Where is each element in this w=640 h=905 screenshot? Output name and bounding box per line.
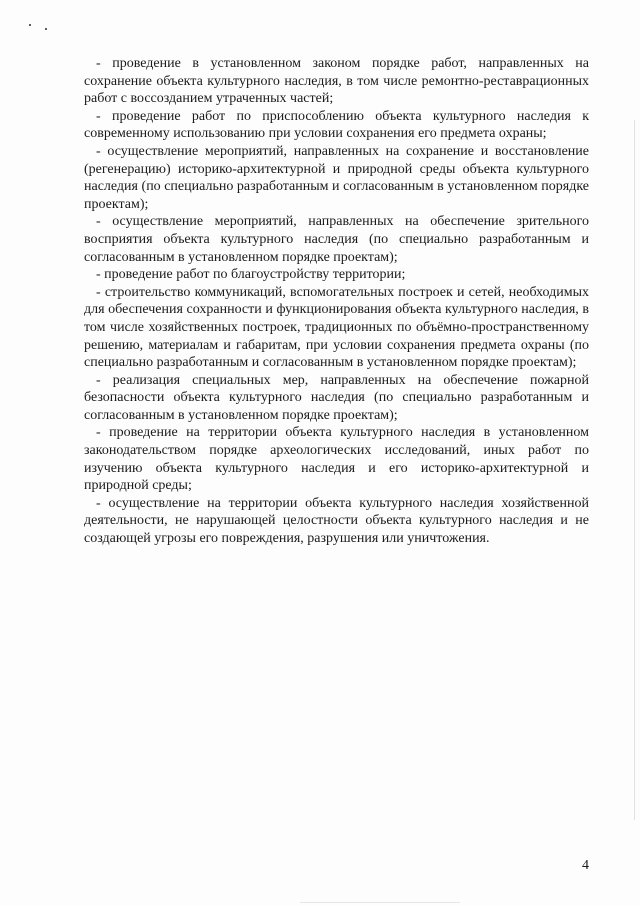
list-item: - реализация специальных мер, направленных на обеспечение пожарной безопасности объекта культурного наследия (по специально разработанным и согласованным в установленном порядке проектам); bbox=[84, 372, 589, 423]
list-item: - осуществление мероприятий, направленных на обеспечение зрительного восприятия объекта культурного наследия (по специально разработанным и согласованным в установленном порядке проектам); bbox=[84, 214, 589, 265]
list-item: - строительство коммуникаций, вспомогательных построек и сетей, необходимых для обеспечения сохранности и функционирования объекта культурного наследия, в том числе хозяйственных построек, традиционных по объёмно-пространственному решению, материалам и габаритам, при условии сохранения предмета охраны (по специально разработанным и согласованным в установленном порядке проектам); bbox=[84, 284, 589, 371]
list-item: - проведение работ по приспособлению объекта культурного наследия к современному использованию при условии сохранения его предмета охраны; bbox=[84, 108, 589, 142]
list-item: - проведение в установленном законом порядке работ, направленных на сохранение объекта культурного наследия, в том числе ремонтно-реставрационных работ с воссозданием утраченных частей; bbox=[84, 56, 589, 107]
body-text bbox=[84, 55, 589, 548]
list-item: - проведение на территории объекта культурного наследия в установленном законодательством порядке археологических исследований, иных работ по изучению объекта культурного наследия и его историко-архитектурной и природной среды; bbox=[84, 425, 589, 494]
scan-edge-shadow bbox=[300, 902, 460, 903]
scan-edge-shadow bbox=[634, 120, 635, 820]
page-number: 4 bbox=[582, 858, 589, 873]
list-item: - осуществление на территории объекта культурного наследия хозяйственной деятельности, не нарушающей целостности объекта культурного наследия и не создающей угрозы его повреждения, разрушения или уничтожения. bbox=[84, 495, 589, 547]
scan-speck bbox=[29, 24, 31, 26]
list-item: - осуществление мероприятий, направленных на сохранение и восстановление (регенерацию) историко-архитектурной и природной среды объекта культурного наследия (по специально разработанным и согласованным в установленном порядке проектам); bbox=[84, 143, 589, 212]
scan-speck bbox=[45, 28, 47, 30]
list-item: - проведение работ по благоустройству территории; bbox=[96, 267, 406, 283]
